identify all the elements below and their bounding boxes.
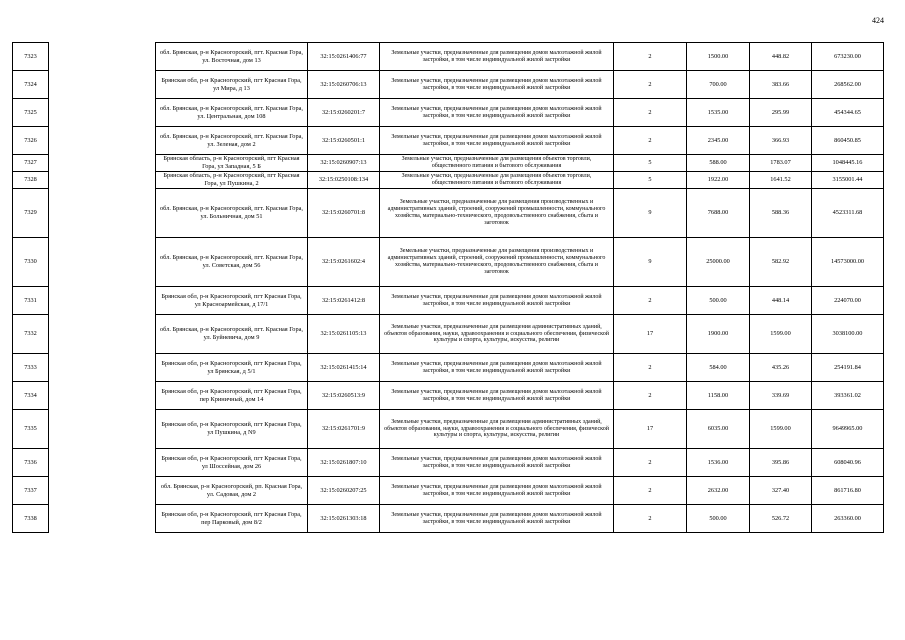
unit-value-cell: 1599.00 — [750, 315, 812, 354]
cadastral-number-cell: 32:15:0261602:4 — [308, 238, 380, 287]
table-row — [13, 238, 884, 287]
land-use-cell: Земельные участки, предназначенные для размещения домов малоэтажной жилой застройки, в том числе индивидуальной жилой застройки — [380, 287, 614, 315]
table-row — [13, 354, 884, 382]
use-group-cell: 2 — [614, 382, 687, 410]
unit-value-cell: 395.86 — [750, 449, 812, 477]
row-number-cell: 7336 — [13, 449, 49, 477]
unit-value-cell: 526.72 — [750, 505, 812, 533]
cadastral-value-cell: 861716.80 — [812, 477, 884, 505]
table-row — [13, 71, 884, 99]
cadastral-number-cell: 32:15:0260907:13 — [308, 155, 380, 172]
cadastral-value-cell: 14573000.00 — [812, 238, 884, 287]
cadastral-value-cell: 608040.96 — [812, 449, 884, 477]
cadastral-value-cell: 393361.02 — [812, 382, 884, 410]
table-body — [13, 43, 884, 533]
use-group-cell: 2 — [614, 127, 687, 155]
spacer-cell — [49, 71, 156, 99]
land-use-cell: Земельные участки, предназначенные для размещения производственных и административных зданий, строений, сооружений промышленности, коммунального хозяйства, материально-технического, продовольственного снабжения, сбыта и заготовок — [380, 189, 614, 238]
area-cell: 6035.00 — [687, 410, 750, 449]
use-group-cell: 2 — [614, 477, 687, 505]
spacer-cell — [49, 172, 156, 189]
address-cell: обл. Брянская, р-н Красногорский, пгт. Красная Гора, ул. Восточная, дом 13 — [156, 43, 308, 71]
land-use-cell: Земельные участки, предназначенные для размещения административных зданий, объектов образования, науки, здравоохранения и социального обеспечения, физической культуры и спорта, культуры, искусства, религии — [380, 315, 614, 354]
unit-value-cell: 366.93 — [750, 127, 812, 155]
table-row — [13, 315, 884, 354]
area-cell: 25000.00 — [687, 238, 750, 287]
unit-value-cell: 327.40 — [750, 477, 812, 505]
use-group-cell: 2 — [614, 449, 687, 477]
spacer-cell — [49, 505, 156, 533]
table-row — [13, 287, 884, 315]
land-use-cell: Земельные участки, предназначенные для размещения домов малоэтажной жилой застройки, в том числе индивидуальной жилой застройки — [380, 354, 614, 382]
land-valuation-table — [12, 42, 884, 533]
unit-value-cell: 448.82 — [750, 43, 812, 71]
row-number-cell: 7333 — [13, 354, 49, 382]
land-use-cell: Земельные участки, предназначенные для размещения домов малоэтажной жилой застройки, в том числе индивидуальной жилой застройки — [380, 127, 614, 155]
address-cell: обл. Брянская, р-н Красногорский, рп. Красная Гора, ул. Садовая, дом 2 — [156, 477, 308, 505]
table-row — [13, 449, 884, 477]
address-cell: Брянская обл, р-н Красногорский, пгт Красная Гора, ул Шоссейная, дом 26 — [156, 449, 308, 477]
area-cell: 1536.00 — [687, 449, 750, 477]
area-cell: 1535.00 — [687, 99, 750, 127]
area-cell: 700.00 — [687, 71, 750, 99]
spacer-cell — [49, 382, 156, 410]
row-number-cell: 7337 — [13, 477, 49, 505]
use-group-cell: 2 — [614, 99, 687, 127]
land-use-cell: Земельные участки, предназначенные для размещения объектов торговли, общественного питания и бытового обслуживания — [380, 172, 614, 189]
address-cell: обл. Брянская, р-н Красногорский, пгт. Красная Гора, ул. Зеленая, дом 2 — [156, 127, 308, 155]
land-use-cell: Земельные участки, предназначенные для размещения домов малоэтажной жилой застройки, в том числе индивидуальной жилой застройки — [380, 99, 614, 127]
use-group-cell: 2 — [614, 71, 687, 99]
row-number-cell: 7324 — [13, 71, 49, 99]
address-cell: Брянская обл, р-н Красногорский, пгт Красная Гора, ул Мира, д 13 — [156, 71, 308, 99]
use-group-cell: 9 — [614, 189, 687, 238]
use-group-cell: 2 — [614, 505, 687, 533]
land-use-cell: Земельные участки, предназначенные для размещения домов малоэтажной жилой застройки, в том числе индивидуальной жилой застройки — [380, 43, 614, 71]
land-use-cell: Земельные участки, предназначенные для размещения административных зданий, объектов образования, науки, здравоохранения и социального обеспечения, физической культуры и спорта, культуры, искусства, религии — [380, 410, 614, 449]
area-cell: 2345.00 — [687, 127, 750, 155]
unit-value-cell: 448.14 — [750, 287, 812, 315]
address-cell: Брянская область, р-н Красногорский, пгт Красная Гора, ул Западная, 5 Б — [156, 155, 308, 172]
table-row — [13, 189, 884, 238]
land-use-cell: Земельные участки, предназначенные для размещения домов малоэтажной жилой застройки, в том числе индивидуальной жилой застройки — [380, 505, 614, 533]
cadastral-number-cell: 32:15:0261415:14 — [308, 354, 380, 382]
page-number: 424 — [872, 16, 884, 25]
row-number-cell: 7323 — [13, 43, 49, 71]
area-cell: 500.00 — [687, 505, 750, 533]
table-row — [13, 127, 884, 155]
cadastral-number-cell: 32:15:0260706:13 — [308, 71, 380, 99]
address-cell: Брянская область, р-н Красногорский, пгт Красная Гора, ул Пушкина, 2 — [156, 172, 308, 189]
cadastral-value-cell: 254191.84 — [812, 354, 884, 382]
row-number-cell: 7327 — [13, 155, 49, 172]
area-cell: 1922.00 — [687, 172, 750, 189]
address-cell: обл. Брянская, р-н Красногорский, пгт. Красная Гора, ул. Больничная, дом 51 — [156, 189, 308, 238]
row-number-cell: 7330 — [13, 238, 49, 287]
area-cell: 588.00 — [687, 155, 750, 172]
table-row — [13, 99, 884, 127]
land-use-cell: Земельные участки, предназначенные для размещения объектов торговли, общественного питания и бытового обслуживания — [380, 155, 614, 172]
spacer-cell — [49, 189, 156, 238]
cadastral-value-cell: 263360.00 — [812, 505, 884, 533]
cadastral-value-cell: 454344.65 — [812, 99, 884, 127]
row-number-cell: 7332 — [13, 315, 49, 354]
cadastral-number-cell: 32:15:0260513:9 — [308, 382, 380, 410]
land-use-cell: Земельные участки, предназначенные для размещения производственных и административных зданий, строений, сооружений промышленности, коммунального хозяйства, материально-технического, продовольственного снабжения, сбыта и заготовок — [380, 238, 614, 287]
address-cell: обл. Брянская, р-н Красногорский, пгт. Красная Гора, ул. Центральная, дом 108 — [156, 99, 308, 127]
row-number-cell: 7329 — [13, 189, 49, 238]
spacer-cell — [49, 287, 156, 315]
row-number-cell: 7325 — [13, 99, 49, 127]
cadastral-number-cell: 32:15:0260201:7 — [308, 99, 380, 127]
spacer-cell — [49, 315, 156, 354]
unit-value-cell: 339.69 — [750, 382, 812, 410]
area-cell: 500.00 — [687, 287, 750, 315]
land-use-cell: Земельные участки, предназначенные для размещения домов малоэтажной жилой застройки, в том числе индивидуальной жилой застройки — [380, 382, 614, 410]
cadastral-value-cell: 673230.00 — [812, 43, 884, 71]
address-cell: обл. Брянская, р-н Красногорский, пгт. Красная Гора, ул. Советская, дом 56 — [156, 238, 308, 287]
area-cell: 1158.00 — [687, 382, 750, 410]
spacer-cell — [49, 99, 156, 127]
cadastral-number-cell: 32:15:0261303:18 — [308, 505, 380, 533]
land-use-cell: Земельные участки, предназначенные для размещения домов малоэтажной жилой застройки, в том числе индивидуальной жилой застройки — [380, 449, 614, 477]
area-cell: 2632.00 — [687, 477, 750, 505]
unit-value-cell: 588.36 — [750, 189, 812, 238]
cadastral-value-cell: 1048445.16 — [812, 155, 884, 172]
cadastral-number-cell: 32:15:0261807:10 — [308, 449, 380, 477]
area-cell: 7688.00 — [687, 189, 750, 238]
unit-value-cell: 1599.00 — [750, 410, 812, 449]
spacer-cell — [49, 238, 156, 287]
address-cell: Брянская обл, р-н Красногорский, пгт Красная Гора, ул Красноармейская, д 17/1 — [156, 287, 308, 315]
unit-value-cell: 295.99 — [750, 99, 812, 127]
spacer-cell — [49, 477, 156, 505]
cadastral-number-cell: 32:15:0261406:77 — [308, 43, 380, 71]
cadastral-number-cell: 32:15:0261701:9 — [308, 410, 380, 449]
row-number-cell: 7335 — [13, 410, 49, 449]
unit-value-cell: 582.92 — [750, 238, 812, 287]
table-row — [13, 505, 884, 533]
cadastral-value-cell: 268562.00 — [812, 71, 884, 99]
cadastral-number-cell: 32:15:0261412:8 — [308, 287, 380, 315]
table-row — [13, 382, 884, 410]
spacer-cell — [49, 354, 156, 382]
cadastral-value-cell: 224070.00 — [812, 287, 884, 315]
table-row — [13, 43, 884, 71]
use-group-cell: 2 — [614, 287, 687, 315]
unit-value-cell: 1641.52 — [750, 172, 812, 189]
cadastral-value-cell: 3155001.44 — [812, 172, 884, 189]
use-group-cell: 9 — [614, 238, 687, 287]
land-use-cell: Земельные участки, предназначенные для размещения домов малоэтажной жилой застройки, в том числе индивидуальной жилой застройки — [380, 71, 614, 99]
cadastral-value-cell: 860450.85 — [812, 127, 884, 155]
use-group-cell: 2 — [614, 354, 687, 382]
spacer-cell — [49, 410, 156, 449]
cadastral-number-cell: 32:15:0260701:8 — [308, 189, 380, 238]
use-group-cell: 5 — [614, 172, 687, 189]
cadastral-value-cell: 4523311.68 — [812, 189, 884, 238]
address-cell: Брянская обл, р-н Красногорский, пгт Красная Гора, пер Криничный, дом 14 — [156, 382, 308, 410]
cadastral-number-cell: 32:15:0260501:1 — [308, 127, 380, 155]
spacer-cell — [49, 127, 156, 155]
table-row — [13, 172, 884, 189]
spacer-cell — [49, 43, 156, 71]
row-number-cell: 7331 — [13, 287, 49, 315]
land-use-cell: Земельные участки, предназначенные для размещения домов малоэтажной жилой застройки, в том числе индивидуальной жилой застройки — [380, 477, 614, 505]
unit-value-cell: 1783.07 — [750, 155, 812, 172]
address-cell: Брянская обл, р-н Красногорский, пгт Красная Гора, ул Пушкина, д N9 — [156, 410, 308, 449]
cadastral-number-cell: 32:15:0250108:134 — [308, 172, 380, 189]
spacer-cell — [49, 449, 156, 477]
cadastral-value-cell: 9649965.00 — [812, 410, 884, 449]
use-group-cell: 17 — [614, 410, 687, 449]
use-group-cell: 17 — [614, 315, 687, 354]
row-number-cell: 7328 — [13, 172, 49, 189]
area-cell: 1500.00 — [687, 43, 750, 71]
use-group-cell: 2 — [614, 43, 687, 71]
row-number-cell: 7334 — [13, 382, 49, 410]
table-row — [13, 155, 884, 172]
cadastral-value-cell: 3038100.00 — [812, 315, 884, 354]
area-cell: 1900.00 — [687, 315, 750, 354]
area-cell: 584.00 — [687, 354, 750, 382]
cadastral-number-cell: 32:15:0261105:13 — [308, 315, 380, 354]
spacer-cell — [49, 155, 156, 172]
row-number-cell: 7338 — [13, 505, 49, 533]
use-group-cell: 5 — [614, 155, 687, 172]
unit-value-cell: 383.66 — [750, 71, 812, 99]
address-cell: обл. Брянская, р-н Красногорский, пгт. Красная Гора, ул. Буйневича, дом 9 — [156, 315, 308, 354]
row-number-cell: 7326 — [13, 127, 49, 155]
address-cell: Брянская обл, р-н Красногорский, пгт Красная Гора, ул Брянская, д 5/1 — [156, 354, 308, 382]
table-row — [13, 477, 884, 505]
table-row — [13, 410, 884, 449]
cadastral-number-cell: 32:15:0260207:25 — [308, 477, 380, 505]
address-cell: Брянская обл, р-н Красногорский, пгт Красная Гора, пер Парковый, дом 8/2 — [156, 505, 308, 533]
unit-value-cell: 435.26 — [750, 354, 812, 382]
